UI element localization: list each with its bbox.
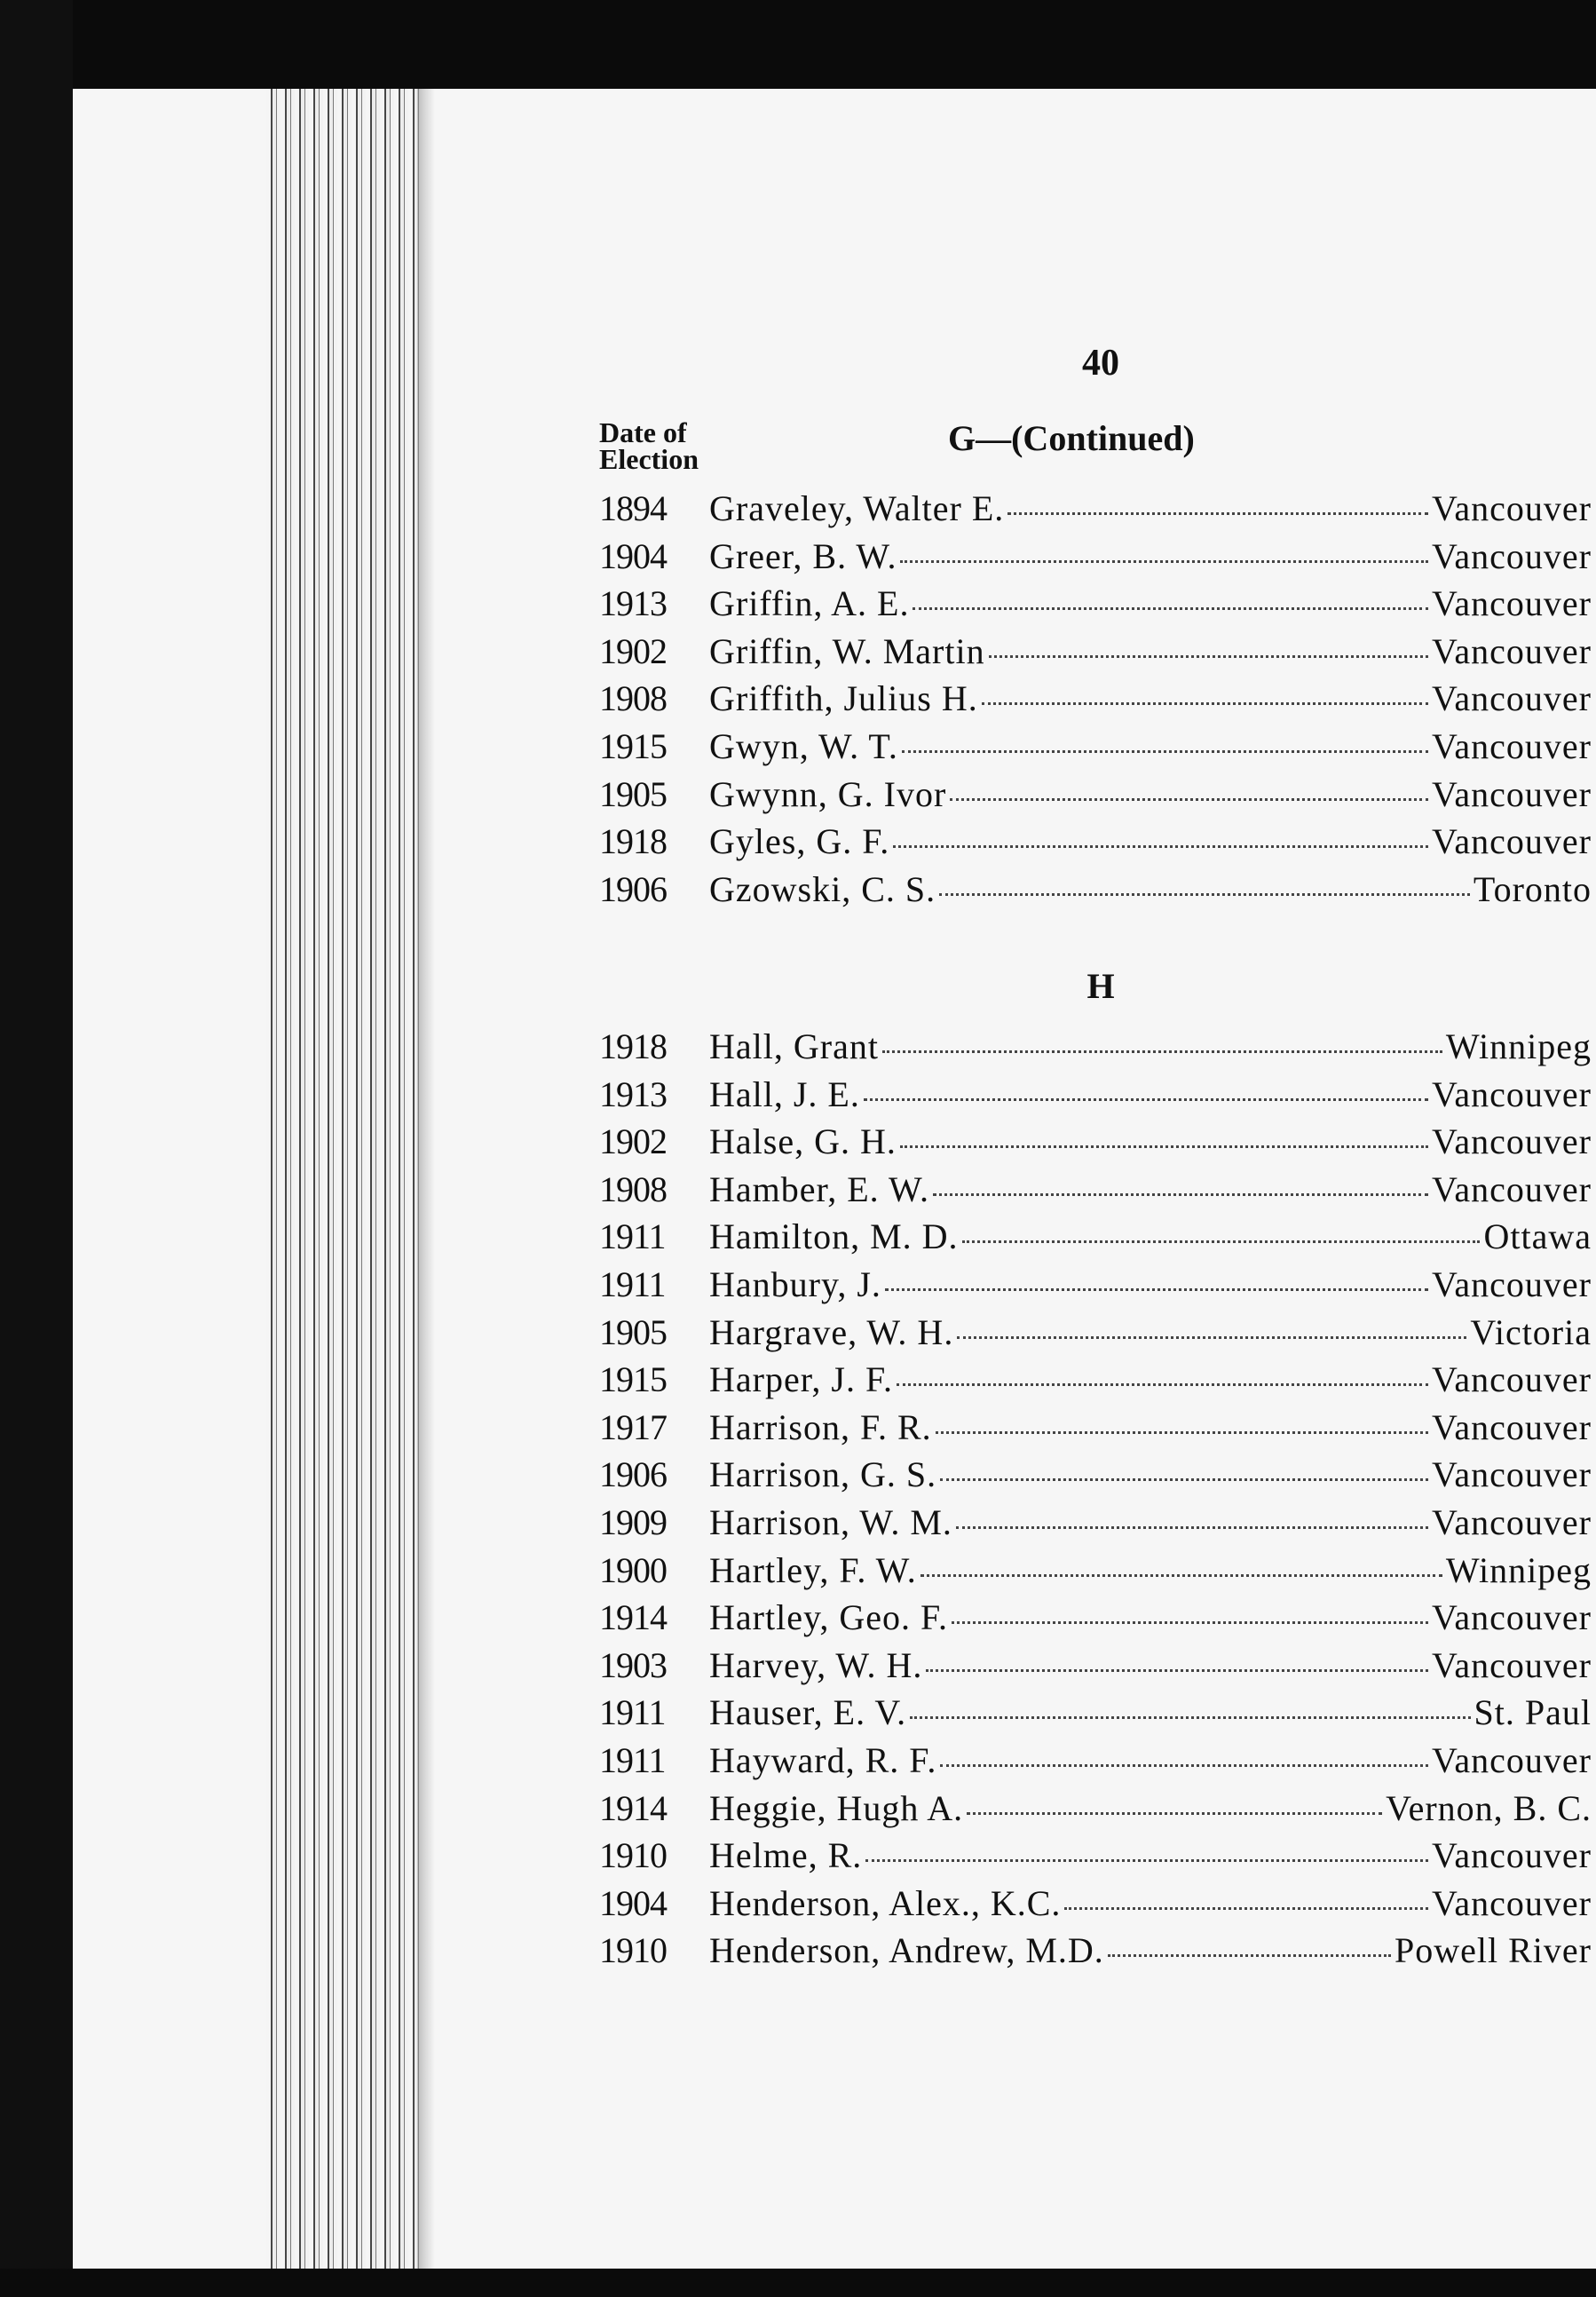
dot-leader	[882, 1050, 1442, 1053]
election-year: 1913	[599, 1073, 667, 1114]
member-name: Henderson, Andrew, M.D.	[709, 1930, 1104, 1971]
list-item	[599, 1880, 1592, 1928]
member-city: Vancouver	[1431, 773, 1592, 814]
member-city: Vancouver	[1431, 488, 1592, 528]
scan-border-left	[0, 0, 73, 2297]
member-name: Hartley, Geo. F.	[709, 1597, 949, 1638]
member-city: Vancouver	[1431, 1454, 1592, 1495]
list-item	[599, 866, 1592, 914]
member-name: Hamilton, M. D.	[709, 1216, 959, 1257]
election-year: 1914	[599, 1787, 667, 1828]
election-year: 1911	[599, 1739, 666, 1780]
dot-leader	[967, 1812, 1382, 1815]
election-year: 1911	[599, 1263, 666, 1304]
election-year: 1918	[599, 821, 667, 862]
election-year: 1909	[599, 1501, 667, 1542]
member-name: Harper, J. F.	[709, 1359, 894, 1400]
list-item	[599, 675, 1592, 723]
member-name: Halse, G. H.	[709, 1121, 897, 1162]
member-name: Hamber, E. W.	[709, 1168, 930, 1209]
dot-leader	[1007, 512, 1428, 515]
member-city: Vancouver	[1431, 1835, 1592, 1876]
list-item	[599, 1071, 1592, 1119]
list-item	[599, 723, 1592, 771]
election-year: 1903	[599, 1644, 667, 1685]
list-item	[599, 1927, 1592, 1975]
dot-leader	[865, 1859, 1428, 1862]
list-item	[599, 1451, 1592, 1499]
dot-leader	[1064, 1907, 1428, 1910]
dot-leader	[885, 1288, 1428, 1291]
list-item	[599, 1261, 1592, 1309]
dot-leader	[900, 1145, 1428, 1148]
member-city: Vancouver	[1431, 725, 1592, 766]
member-name: Griffith, Julius H.	[709, 678, 978, 719]
election-year: 1910	[599, 1835, 667, 1876]
dot-leader	[956, 1526, 1428, 1529]
section-heading-h: H	[1086, 966, 1115, 1006]
election-year: 1902	[599, 630, 667, 671]
member-city: Winnipeg	[1445, 1549, 1592, 1590]
election-year: 1910	[599, 1930, 667, 1971]
member-name: Griffin, W. Martin	[709, 630, 985, 671]
member-city: Vancouver	[1431, 821, 1592, 862]
list-item	[599, 818, 1592, 866]
member-name: Hauser, E. V.	[709, 1692, 907, 1733]
member-name: Hargrave, W. H.	[709, 1311, 954, 1352]
page-number: 40	[1082, 343, 1119, 384]
member-city: Vancouver	[1431, 583, 1592, 624]
member-name: Hartley, F. W.	[709, 1549, 917, 1590]
list-item	[599, 1594, 1592, 1642]
election-year: 1905	[599, 1311, 667, 1352]
dot-leader	[897, 1383, 1428, 1386]
election-year: 1915	[599, 725, 667, 766]
scan-border-bottom	[0, 2269, 1596, 2297]
dot-leader	[910, 1716, 1470, 1719]
dot-leader	[900, 560, 1427, 563]
column-header-line-2: Election	[599, 443, 699, 475]
election-year: 1894	[599, 488, 667, 528]
member-city: Vancouver	[1431, 1168, 1592, 1209]
member-name: Greer, B. W.	[709, 535, 897, 576]
member-name: Hanbury, J.	[709, 1263, 881, 1304]
list-item	[599, 1118, 1592, 1166]
dot-leader	[940, 1764, 1428, 1767]
member-city: Vancouver	[1431, 1501, 1592, 1542]
list-item	[599, 1547, 1592, 1595]
page-edges-stack	[266, 89, 426, 2273]
list-item	[599, 1023, 1592, 1071]
election-year: 1900	[599, 1549, 667, 1590]
dot-leader	[926, 1669, 1428, 1672]
section-h-entries	[599, 1023, 1592, 1975]
dot-leader	[957, 1336, 1466, 1339]
member-name: Gzowski, C. S.	[709, 868, 936, 909]
member-name: Hall, Grant	[709, 1026, 879, 1066]
member-city: Vancouver	[1431, 1597, 1592, 1638]
list-item	[599, 1737, 1592, 1785]
member-name: Gwynn, G. Ivor	[709, 773, 947, 814]
section-heading-g: G—(Continued)	[948, 418, 1195, 458]
member-name: Graveley, Walter E.	[709, 488, 1005, 528]
member-name: Gyles, G. F.	[709, 821, 890, 862]
dot-leader	[902, 750, 1428, 753]
list-item	[599, 1832, 1592, 1880]
member-name: Henderson, Alex., K.C.	[709, 1882, 1062, 1923]
member-city: Vancouver	[1431, 1359, 1592, 1400]
member-city: Vancouver	[1431, 1121, 1592, 1162]
member-city: Vernon, B. C.	[1386, 1787, 1592, 1828]
member-name: Hayward, R. F.	[709, 1739, 937, 1780]
member-city: Vancouver	[1431, 630, 1592, 671]
list-item	[599, 485, 1592, 533]
member-city: Vancouver	[1431, 678, 1592, 719]
member-city: Vancouver	[1431, 1263, 1592, 1304]
election-year: 1906	[599, 1454, 667, 1495]
dot-leader	[939, 893, 1470, 896]
dot-leader	[920, 1574, 1442, 1577]
member-name: Griffin, A. E.	[709, 583, 910, 624]
member-name: Harrison, W. M.	[709, 1501, 952, 1542]
dot-leader	[936, 1431, 1428, 1434]
dot-leader	[933, 1193, 1428, 1196]
list-item	[599, 533, 1592, 581]
list-item	[599, 1689, 1592, 1737]
member-city: Toronto	[1473, 868, 1592, 909]
column-header-line-1: Date of	[599, 416, 687, 448]
member-city: Winnipeg	[1445, 1026, 1592, 1066]
list-item	[599, 1166, 1592, 1214]
dot-leader	[864, 1098, 1428, 1101]
election-year: 1913	[599, 583, 667, 624]
dot-leader	[952, 1621, 1428, 1624]
dot-leader	[1108, 1954, 1391, 1957]
column-header-date-of-election	[599, 416, 699, 475]
member-city: St. Paul	[1474, 1692, 1592, 1733]
dot-leader	[950, 798, 1428, 801]
list-item	[599, 1356, 1592, 1404]
member-city: Vancouver	[1431, 1739, 1592, 1780]
election-year: 1911	[599, 1692, 666, 1733]
election-year: 1902	[599, 1121, 667, 1162]
member-name: Hall, J. E.	[709, 1073, 860, 1114]
member-city: Ottawa	[1483, 1216, 1592, 1257]
election-year: 1914	[599, 1597, 667, 1638]
member-name: Harrison, G. S.	[709, 1454, 937, 1495]
member-name: Harvey, W. H.	[709, 1644, 923, 1685]
dot-leader	[893, 845, 1428, 848]
list-item	[599, 1309, 1592, 1357]
list-item	[599, 628, 1592, 676]
election-year: 1918	[599, 1026, 667, 1066]
list-item	[599, 1213, 1592, 1261]
list-item	[599, 771, 1592, 819]
election-year: 1911	[599, 1216, 666, 1257]
election-year: 1915	[599, 1359, 667, 1400]
section-g-entries	[599, 485, 1592, 913]
dot-leader	[982, 702, 1428, 705]
list-item	[599, 580, 1592, 628]
election-year: 1904	[599, 1882, 667, 1923]
election-year: 1904	[599, 535, 667, 576]
dot-leader	[913, 607, 1427, 610]
list-item	[599, 1642, 1592, 1690]
list-item	[599, 1499, 1592, 1547]
member-name: Heggie, Hugh A.	[709, 1787, 964, 1828]
member-city: Vancouver	[1431, 535, 1592, 576]
member-name: Harrison, F. R.	[709, 1406, 932, 1447]
list-item	[599, 1785, 1592, 1833]
member-city: Vancouver	[1431, 1644, 1592, 1685]
election-year: 1917	[599, 1406, 667, 1447]
list-item	[599, 1404, 1592, 1452]
dot-leader	[989, 655, 1428, 658]
member-city: Powell River	[1395, 1930, 1592, 1971]
member-name: Gwyn, W. T.	[709, 725, 898, 766]
election-year: 1908	[599, 678, 667, 719]
dot-leader	[962, 1240, 1481, 1243]
member-city: Victoria	[1470, 1311, 1592, 1352]
dot-leader	[940, 1478, 1428, 1481]
election-year: 1908	[599, 1168, 667, 1209]
member-city: Vancouver	[1431, 1406, 1592, 1447]
member-city: Vancouver	[1431, 1073, 1592, 1114]
page-gutter-shadow	[417, 89, 435, 2273]
election-year: 1906	[599, 868, 667, 909]
election-year: 1905	[599, 773, 667, 814]
member-city: Vancouver	[1431, 1882, 1592, 1923]
member-name: Helme, R.	[709, 1835, 863, 1876]
